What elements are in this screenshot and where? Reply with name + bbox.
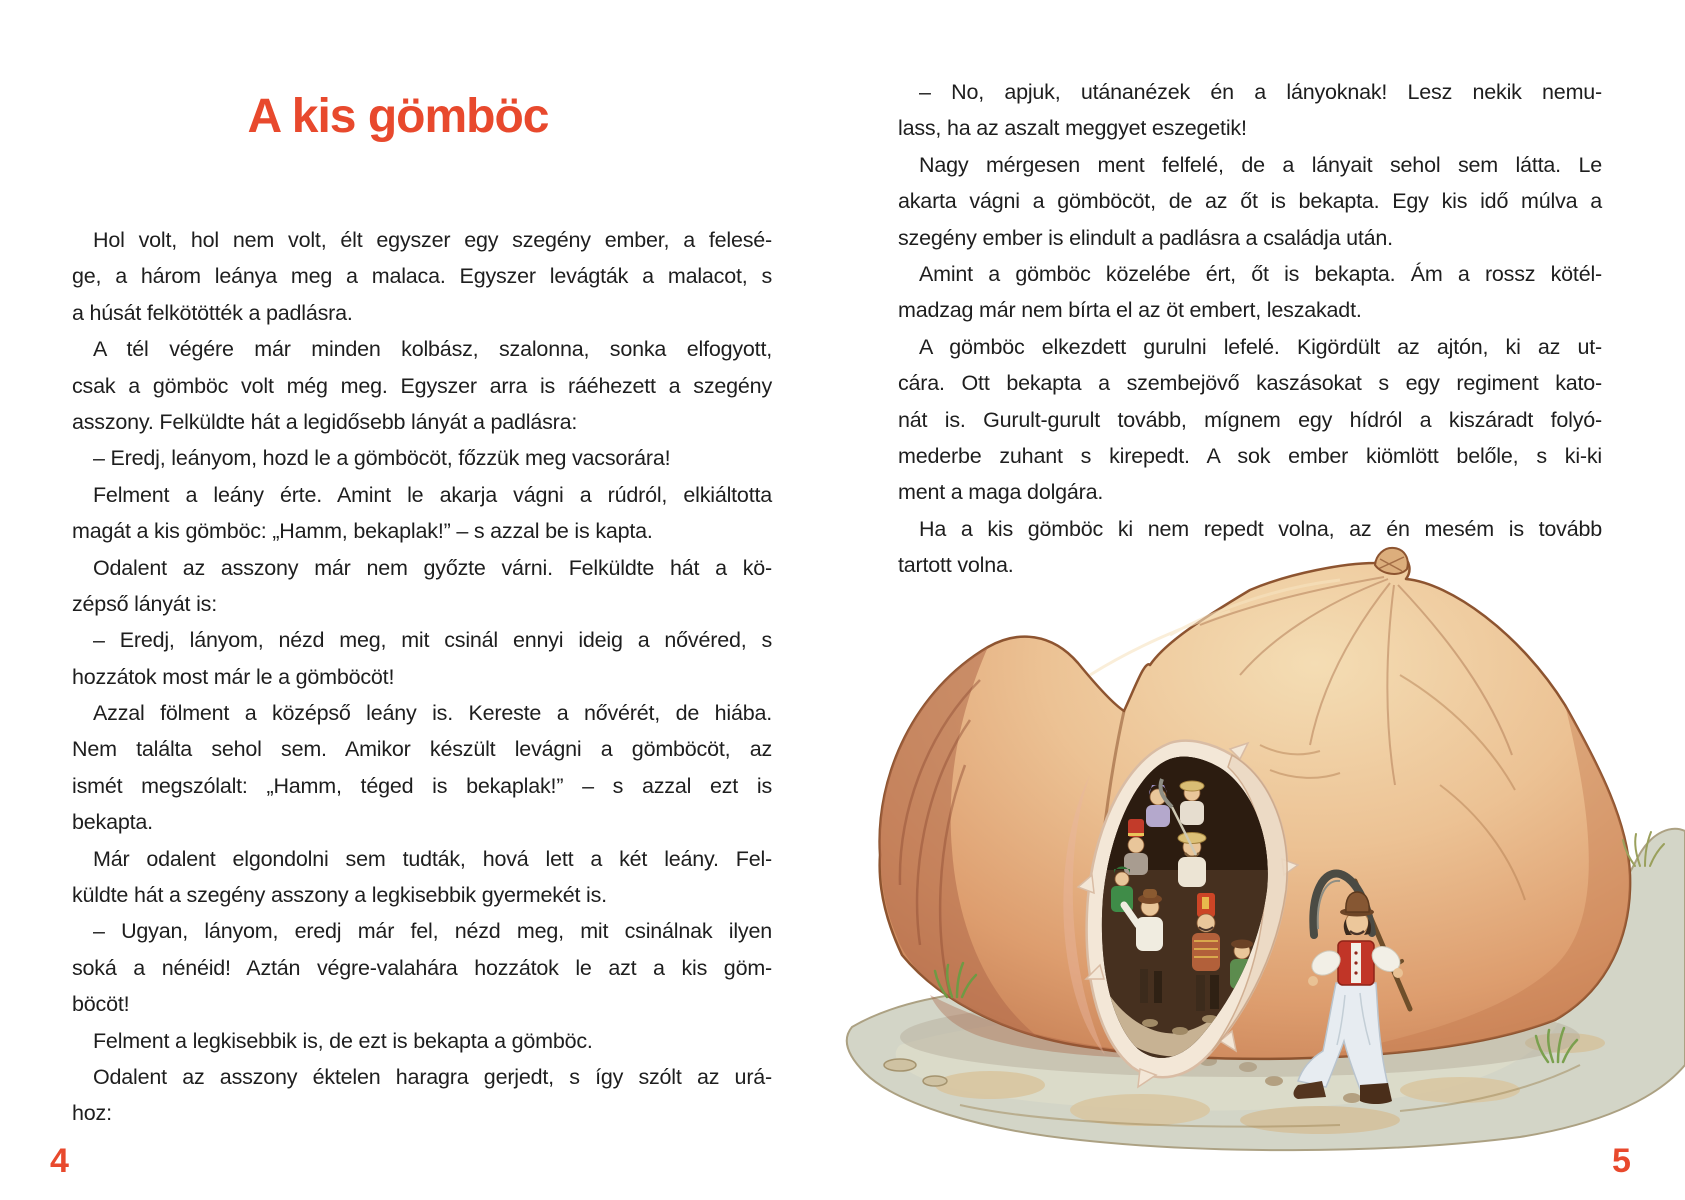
text-line: böcöt! (72, 992, 130, 1017)
text-line: ismét megszólalt: „Hamm, téged is bekaplak!” – s azzal ezt is (72, 773, 772, 798)
page-title: A kis gömböc (247, 90, 549, 144)
text-line: csak a gömböc volt még meg. Egyszer arra is ráéhezett a szegény (72, 373, 772, 398)
paragraph (898, 256, 1602, 329)
text-line: Felment a legkisebbik is, de ezt is bekapta a gömböc. (93, 1028, 593, 1053)
text-line: akarta vágni a gömböcöt, de az őt is bekapta. Egy kis idő múlva a (898, 189, 1602, 214)
text-line: ment a maga dolgára. (898, 480, 1104, 505)
text-line: tartott volna. (898, 553, 1014, 578)
gomboc-illustration (840, 545, 1685, 1160)
text-line: madzag már nem bírta el az öt embert, leszakadt. (898, 298, 1362, 323)
paragraph (898, 147, 1602, 256)
paragraph (72, 695, 772, 841)
text-line: bekapta. (72, 810, 153, 835)
paragraph (72, 841, 772, 914)
boot (1360, 1083, 1392, 1104)
text-line: Már odalent elgondolni sem tudták, hová lett a két leány. Fel- (93, 846, 772, 871)
text-line: mederbe zuhant s kirepedt. A sok ember kiömlött belőle, s ki-ki (898, 443, 1602, 468)
hat-crown (1346, 892, 1369, 912)
text-line: Ha a kis gömböc ki nem repedt volna, az én mesém is tovább (919, 516, 1602, 541)
paragraph (898, 329, 1602, 511)
text-line: Nagy mérgesen ment felfelé, de a lányait sehol sem látta. Le (919, 152, 1602, 177)
text-line: szegény ember is elindult a padlásra a családja után. (898, 225, 1393, 250)
text-line: hoz: (72, 1101, 112, 1126)
text-line: Amint a gömböc közelébe ért, őt is bekapta. Ám a rossz kötél- (919, 261, 1602, 286)
paragraph (72, 1023, 772, 1059)
paragraph (72, 913, 772, 1022)
text-line: hozzátok most már le a gömböcöt! (72, 664, 395, 689)
story-text-right (898, 74, 1602, 583)
text-line: küldte hát a szegény asszony a legkisebbik gyermekét is. (72, 883, 607, 908)
text-line: – No, apjuk, utánanézek én a lányoknak! Lesz nekik nemu- (919, 80, 1602, 104)
text-line: A tél végére már minden kolbász, szalonna, sonka elfogyott, (93, 337, 772, 362)
sack-knot (1375, 548, 1408, 574)
text-line: – Ugyan, lányom, eredj már fel, nézd meg, mit csinálnak ilyen (93, 919, 772, 944)
text-line: A gömböc elkezdett gurulni lefelé. Kigördült az ajtón, ki az ut- (919, 334, 1602, 359)
text-line: Nem találta sehol sem. Amikor készült levágni a gömböcöt, az (72, 737, 772, 762)
story-text-left (72, 222, 772, 1132)
paragraph (72, 331, 772, 440)
text-line: – Eredj, lányom, nézd meg, mit csinál ennyi ideig a nővéred, s (93, 628, 772, 653)
paragraph (72, 477, 772, 550)
text-line: asszony. Felküldte hát a legidősebb lányát a padlásra: (72, 409, 578, 434)
text-line: Hol volt, hol nem volt, élt egyszer egy szegény ember, a felesé- (93, 228, 772, 252)
text-line: Felment a leány érte. Amint le akarja vágni a rúdról, elkiáltotta (93, 482, 772, 507)
page-number-left: 4 (50, 1142, 69, 1180)
text-line: Odalent az asszony már nem győzte várni. Felküldte hát a kö- (93, 555, 772, 580)
text-line: cára. Ott bekapta a szembejövő kaszásokat s egy regiment kato- (898, 371, 1602, 396)
paragraph (72, 1059, 772, 1132)
text-line: Odalent az asszony éktelen haragra gerjedt, s így szólt az urá- (93, 1064, 772, 1089)
text-line: a húsát felkötötték a padlásra. (72, 300, 353, 325)
paragraph (72, 222, 772, 331)
paragraph (898, 74, 1602, 147)
text-line: lass, ha az aszalt meggyet eszegetik! (898, 116, 1247, 141)
text-line: Azzal fölment a középső leány is. Kereste a nővérét, de hiába. (93, 701, 772, 726)
text-line: ge, a három leánya meg a malaca. Egyszer levágták a malacot, s (72, 264, 772, 289)
text-line: – Eredj, leányom, hozd le a gömböcöt, főzzük meg vacsorára! (93, 446, 671, 471)
text-line: nát is. Gurult-gurult tovább, mígnem egy hídról a kiszáradt folyó- (898, 407, 1602, 432)
text-line: magát a kis gömböc: „Hamm, bekaplak!” – s azzal be is kapta. (72, 519, 653, 544)
text-line: zépső lányát is: (72, 591, 217, 616)
paragraph (72, 550, 772, 623)
paragraph (72, 622, 772, 695)
text-line: soká a nénéid! Aztán végre-valahára hozzátok le azt a kis göm- (72, 955, 772, 980)
paragraph (72, 440, 772, 476)
page-number-right: 5 (1612, 1142, 1631, 1180)
